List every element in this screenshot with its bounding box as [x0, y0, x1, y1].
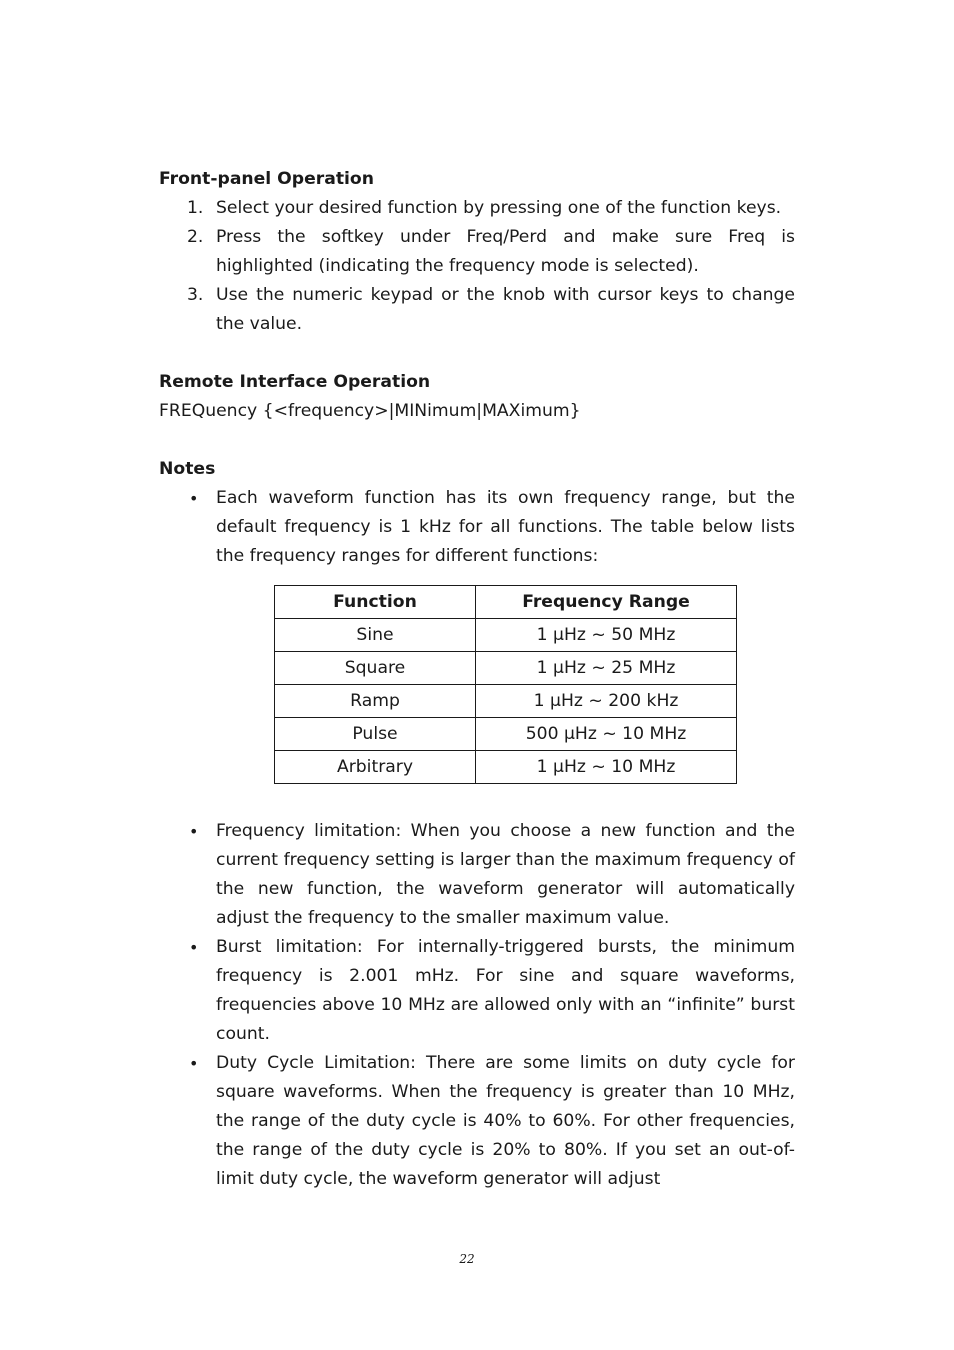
front-panel-steps: [159, 194, 795, 339]
document-page: [159, 165, 795, 1194]
table-row: [275, 685, 737, 718]
note-item: [159, 1049, 795, 1194]
range-cell: 500 μHz ~ 10 MHz: [476, 718, 737, 751]
bullet-icon: •: [189, 822, 199, 841]
notes-heading: Notes: [159, 459, 216, 479]
frequency-range-table: [274, 585, 737, 784]
column-header-frequency-range: Frequency Range: [476, 586, 737, 619]
bullet-icon: •: [189, 489, 199, 508]
bullet-icon: •: [189, 938, 199, 957]
step-number: 3.: [187, 285, 204, 305]
table-row: [275, 652, 737, 685]
step-text: Press the softkey under Freq/Perd and make sure Freq is highlighted (indicating the frequency mode is selected).: [216, 227, 795, 276]
note-item: [159, 484, 795, 571]
function-cell: Sine: [275, 619, 476, 652]
step-number: 1.: [187, 198, 204, 218]
range-cell: 1 μHz ~ 10 MHz: [476, 751, 737, 784]
step-item: [159, 194, 795, 223]
range-cell: 1 μHz ~ 50 MHz: [476, 619, 737, 652]
table-row: [275, 619, 737, 652]
scpi-command: FREQuency {<frequency>|MINimum|MAXimum}: [159, 401, 581, 421]
range-cell: 1 μHz ~ 200 kHz: [476, 685, 737, 718]
step-text: Select your desired function by pressing one of the function keys.: [216, 198, 782, 218]
frequency-table-wrapper: [274, 585, 736, 784]
column-header-function: Function: [275, 586, 476, 619]
front-panel-heading: Front-panel Operation: [159, 169, 374, 189]
function-cell: Pulse: [275, 718, 476, 751]
function-cell: Arbitrary: [275, 751, 476, 784]
function-cell: Square: [275, 652, 476, 685]
step-item: [159, 223, 795, 281]
notes-list: [159, 484, 795, 571]
note-item: [159, 817, 795, 933]
note-item: [159, 933, 795, 1049]
table-row: [275, 718, 737, 751]
function-cell: Ramp: [275, 685, 476, 718]
range-cell: 1 μHz ~ 25 MHz: [476, 652, 737, 685]
step-number: 2.: [187, 227, 204, 247]
note-text: Frequency limitation: When you choose a new function and the current frequency setting is larger than the maximum frequency of the new function, the waveform generator will automatically adjust the frequency to the smaller maximum value.: [216, 821, 795, 928]
notes-list-continued: [159, 817, 795, 1194]
note-text: Each waveform function has its own frequency range, but the default frequency is 1 kHz for all functions. The table below lists the frequency ranges for different functions:: [216, 488, 795, 566]
page-number: 22: [459, 1252, 475, 1266]
note-text: Burst limitation: For internally-triggered bursts, the minimum frequency is 2.001 mHz. For sine and square waveforms, frequencies above 10 MHz are allowed only with an “infinite” burst count.: [216, 937, 795, 1044]
table-row: [275, 751, 737, 784]
bullet-icon: •: [189, 1054, 199, 1073]
remote-interface-heading: Remote Interface Operation: [159, 372, 431, 392]
step-item: [159, 281, 795, 339]
table-header-row: [275, 586, 737, 619]
step-text: Use the numeric keypad or the knob with cursor keys to change the value.: [216, 285, 795, 334]
note-text: Duty Cycle Limitation: There are some limits on duty cycle for square waveforms. When the frequency is greater than 10 MHz, the range of the duty cycle is 40% to 60%. For other frequencies, the range of the duty cycle is 20% to 80%. If you set an out-of-limit duty cycle, the waveform generator will adjust: [216, 1053, 795, 1189]
